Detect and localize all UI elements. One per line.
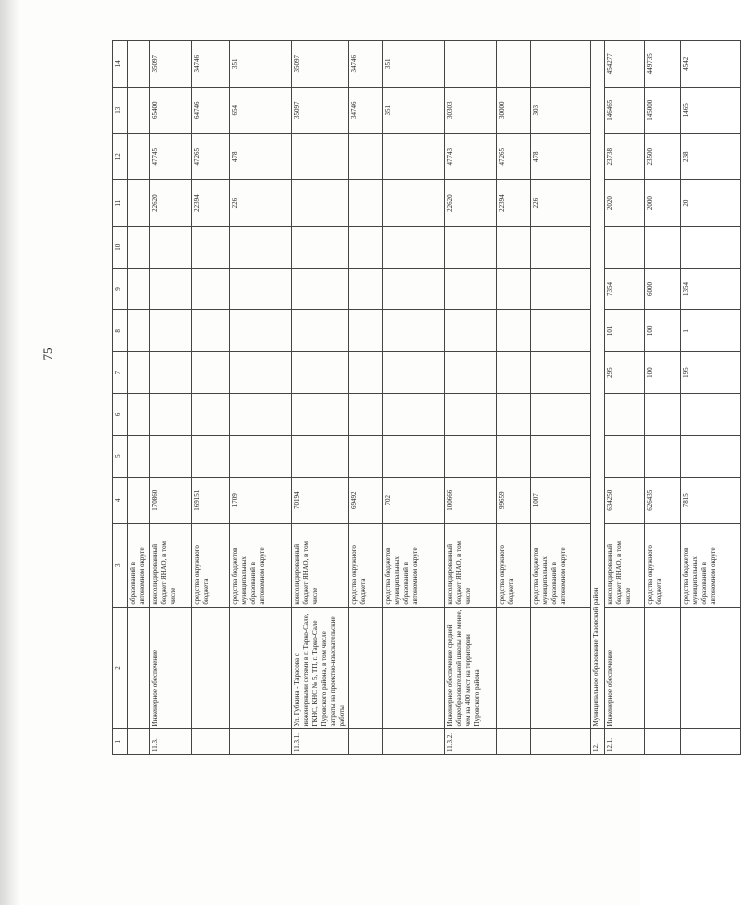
value-cell <box>192 435 230 477</box>
value-cell <box>497 352 531 394</box>
value-cell <box>150 268 192 310</box>
value-cell <box>531 435 591 477</box>
value-cell <box>445 352 497 394</box>
value-cell <box>230 352 292 394</box>
value-cell <box>605 435 645 477</box>
value-cell: 7815 <box>681 477 741 523</box>
header-cell: 14 <box>113 41 128 88</box>
value-cell: 34746 <box>349 87 383 133</box>
value-cell <box>128 180 150 226</box>
row-name-cell <box>531 607 591 729</box>
value-cell <box>128 477 150 523</box>
value-cell <box>192 394 230 436</box>
table-row <box>445 41 497 755</box>
value-cell: 65400 <box>150 87 192 133</box>
value-cell: 30000 <box>497 87 531 133</box>
value-cell: 303 <box>531 87 591 133</box>
table-row <box>292 41 349 755</box>
row-id-cell: 11.3.1. <box>292 729 349 755</box>
value-cell: 99659 <box>497 477 531 523</box>
value-cell: 4542 <box>681 41 741 88</box>
value-cell: 30303 <box>445 87 497 133</box>
value-cell <box>383 352 445 394</box>
row-id-cell <box>349 729 383 755</box>
value-cell: 634250 <box>605 477 645 523</box>
row-name-cell <box>681 607 741 729</box>
row-name-cell <box>192 607 230 729</box>
value-cell: 351 <box>230 41 292 88</box>
value-cell: 35097 <box>150 41 192 88</box>
value-cell <box>497 394 531 436</box>
row-id-cell: 11.3. <box>150 729 192 755</box>
value-cell <box>128 435 150 477</box>
table-row <box>497 41 531 755</box>
value-cell <box>349 435 383 477</box>
row-id-cell <box>497 729 531 755</box>
value-cell: 226 <box>531 180 591 226</box>
value-cell: 478 <box>230 134 292 180</box>
scan-edge-shadow <box>0 0 20 905</box>
value-cell <box>230 268 292 310</box>
value-cell <box>645 226 681 268</box>
value-cell <box>531 41 591 88</box>
value-cell <box>128 310 150 352</box>
value-cell <box>128 352 150 394</box>
value-cell <box>531 352 591 394</box>
value-cell: 22620 <box>445 180 497 226</box>
value-cell <box>292 134 349 180</box>
value-cell <box>383 180 445 226</box>
value-cell <box>230 435 292 477</box>
value-cell <box>150 352 192 394</box>
value-cell: 1 <box>681 310 741 352</box>
section-row <box>591 41 605 755</box>
value-cell <box>292 180 349 226</box>
value-cell <box>531 268 591 310</box>
header-row <box>113 41 128 755</box>
table-row <box>531 41 591 755</box>
value-cell <box>497 268 531 310</box>
table-row <box>681 41 741 755</box>
funding-source-cell: средства окружного бюджета <box>192 524 230 608</box>
header-cell: 4 <box>113 477 128 523</box>
funding-source-cell: средства бюджетов муниципальных образований в автономном округе <box>531 524 591 608</box>
value-cell <box>192 268 230 310</box>
funding-source-cell: образований в автономном округе <box>128 524 150 608</box>
funding-source-cell: консолидированный бюджет ЯНАО, в том числе <box>150 524 192 608</box>
value-cell <box>645 394 681 436</box>
value-cell: 22620 <box>150 180 192 226</box>
value-cell: 702 <box>383 477 445 523</box>
table-row <box>383 41 445 755</box>
value-cell: 6000 <box>645 268 681 310</box>
funding-source-cell: средства окружного бюджета <box>349 524 383 608</box>
value-cell <box>128 134 150 180</box>
value-cell <box>497 435 531 477</box>
row-name-cell: Инженерное обеспечение <box>605 607 645 729</box>
row-id-cell <box>531 729 591 755</box>
value-cell: 145000 <box>645 87 681 133</box>
value-cell <box>349 268 383 310</box>
row-id-cell <box>645 729 681 755</box>
value-cell: 7354 <box>605 268 645 310</box>
value-cell: 195 <box>681 352 741 394</box>
value-cell <box>128 268 150 310</box>
funding-source-cell: средства окружного бюджета <box>645 524 681 608</box>
value-cell <box>150 394 192 436</box>
row-id-cell: 11.3.2. <box>445 729 497 755</box>
value-cell <box>292 226 349 268</box>
value-cell: 70194 <box>292 477 349 523</box>
value-cell: 170860 <box>150 477 192 523</box>
value-cell: 478 <box>531 134 591 180</box>
value-cell: 23500 <box>645 134 681 180</box>
funding-source-cell: средства бюджетов муниципальных образований в автономном округе <box>681 524 741 608</box>
value-cell <box>292 352 349 394</box>
value-cell: 1465 <box>681 87 741 133</box>
value-cell <box>230 226 292 268</box>
value-cell: 351 <box>383 41 445 88</box>
value-cell <box>150 310 192 352</box>
value-cell: 22394 <box>192 180 230 226</box>
value-cell: 100 <box>645 310 681 352</box>
value-cell: 654 <box>230 87 292 133</box>
value-cell: 35097 <box>292 87 349 133</box>
funding-source-cell: средства бюджетов муниципальных образований в автономном округе <box>383 524 445 608</box>
header-cell: 8 <box>113 310 128 352</box>
value-cell <box>150 226 192 268</box>
value-cell: 22394 <box>497 180 531 226</box>
header-cell: 10 <box>113 226 128 268</box>
value-cell: 146465 <box>605 87 645 133</box>
row-id-cell <box>230 729 292 755</box>
row-name-cell <box>349 607 383 729</box>
value-cell <box>383 134 445 180</box>
value-cell <box>192 226 230 268</box>
value-cell: 2020 <box>605 180 645 226</box>
value-cell: 23738 <box>605 134 645 180</box>
value-cell <box>681 435 741 477</box>
value-cell <box>292 394 349 436</box>
value-cell <box>128 41 150 88</box>
value-cell: 1354 <box>681 268 741 310</box>
value-cell <box>349 226 383 268</box>
value-cell <box>645 435 681 477</box>
value-cell: 47265 <box>497 134 531 180</box>
funding-source-cell: консолидированный бюджет ЯНАО, в том числе <box>605 524 645 608</box>
value-cell <box>292 310 349 352</box>
value-cell: 69492 <box>349 477 383 523</box>
value-cell: 454277 <box>605 41 645 88</box>
funding-source-cell: консолидированный бюджет ЯНАО, в том числе <box>445 524 497 608</box>
value-cell <box>230 394 292 436</box>
value-cell <box>292 435 349 477</box>
value-cell: 1007 <box>531 477 591 523</box>
row-name-cell <box>497 607 531 729</box>
header-cell: 1 <box>113 729 128 755</box>
row-name-cell: Инженерное обеспечение <box>150 607 192 729</box>
table-row <box>349 41 383 755</box>
table-row <box>128 41 150 755</box>
value-cell <box>445 226 497 268</box>
value-cell <box>445 435 497 477</box>
value-cell <box>349 180 383 226</box>
value-cell: 351 <box>383 87 445 133</box>
value-cell <box>192 352 230 394</box>
page-number: 75 <box>40 347 55 361</box>
value-cell: 20 <box>681 180 741 226</box>
header-cell: 7 <box>113 352 128 394</box>
value-cell <box>497 310 531 352</box>
header-cell: 3 <box>113 524 128 608</box>
budget-table <box>112 40 741 755</box>
table-row <box>605 41 645 755</box>
value-cell: 449735 <box>645 41 681 88</box>
row-id-cell <box>128 729 150 755</box>
funding-source-cell: средства бюджетов муниципальных образований в автономном округе <box>230 524 292 608</box>
row-id-cell: 12.1. <box>605 729 645 755</box>
value-cell <box>349 310 383 352</box>
value-cell: 295 <box>605 352 645 394</box>
row-id-cell <box>192 729 230 755</box>
funding-source-cell: средства окружного бюджета <box>497 524 531 608</box>
value-cell: 47743 <box>445 134 497 180</box>
value-cell <box>531 310 591 352</box>
funding-source-cell: консолидированный бюджет ЯНАО, в том числе <box>292 524 349 608</box>
value-cell: 238 <box>681 134 741 180</box>
value-cell <box>349 134 383 180</box>
value-cell: 35097 <box>292 41 349 88</box>
value-cell: 100666 <box>445 477 497 523</box>
rotated-table-container <box>112 40 717 755</box>
value-cell <box>383 435 445 477</box>
row-name-cell <box>645 607 681 729</box>
value-cell <box>128 226 150 268</box>
value-cell <box>445 394 497 436</box>
value-cell: 47265 <box>192 134 230 180</box>
table-row <box>192 41 230 755</box>
value-cell <box>192 310 230 352</box>
header-cell: 2 <box>113 607 128 729</box>
value-cell: 64746 <box>192 87 230 133</box>
value-cell <box>128 87 150 133</box>
value-cell: 1709 <box>230 477 292 523</box>
value-cell <box>681 226 741 268</box>
value-cell: 34746 <box>349 41 383 88</box>
value-cell: 169151 <box>192 477 230 523</box>
value-cell <box>349 352 383 394</box>
value-cell <box>445 310 497 352</box>
section-title-cell: Муниципальное образование Тазовский район <box>591 41 605 729</box>
header-cell: 12 <box>113 134 128 180</box>
value-cell: 101 <box>605 310 645 352</box>
header-cell: 13 <box>113 87 128 133</box>
value-cell <box>497 41 531 88</box>
value-cell: 226 <box>230 180 292 226</box>
value-cell <box>230 310 292 352</box>
value-cell <box>383 226 445 268</box>
value-cell <box>349 394 383 436</box>
value-cell <box>445 41 497 88</box>
header-cell: 11 <box>113 180 128 226</box>
row-name-cell: Инженерное обеспечение средней общеобразовательной школы не менее, чем на 400 мест на территории Пуровского района <box>445 607 497 729</box>
value-cell: 100 <box>645 352 681 394</box>
value-cell <box>681 394 741 436</box>
row-name-cell <box>128 607 150 729</box>
value-cell <box>497 226 531 268</box>
value-cell <box>128 394 150 436</box>
row-id-cell <box>383 729 445 755</box>
header-cell: 9 <box>113 268 128 310</box>
value-cell <box>383 268 445 310</box>
row-name-cell: Ул. Губкина - Тарасова с инженерными сетями в г. Тарко-Сале, ГКНС, КНС № 5, ТП, г. Тарко-Сале Пуровского района, в том числе затраты на проектно-изыскательские работы <box>292 607 349 729</box>
value-cell <box>605 394 645 436</box>
row-id-cell <box>681 729 741 755</box>
value-cell <box>605 226 645 268</box>
table-row <box>645 41 681 755</box>
value-cell: 2000 <box>645 180 681 226</box>
table-row <box>230 41 292 755</box>
value-cell <box>531 394 591 436</box>
value-cell <box>531 226 591 268</box>
value-cell: 626435 <box>645 477 681 523</box>
row-name-cell <box>383 607 445 729</box>
value-cell: 34746 <box>192 41 230 88</box>
header-cell: 5 <box>113 435 128 477</box>
value-cell <box>383 310 445 352</box>
value-cell <box>445 268 497 310</box>
value-cell <box>292 268 349 310</box>
value-cell <box>150 435 192 477</box>
value-cell <box>383 394 445 436</box>
section-id-cell: 12. <box>591 729 605 755</box>
header-cell: 6 <box>113 394 128 436</box>
value-cell: 47745 <box>150 134 192 180</box>
row-name-cell <box>230 607 292 729</box>
table-row <box>150 41 192 755</box>
